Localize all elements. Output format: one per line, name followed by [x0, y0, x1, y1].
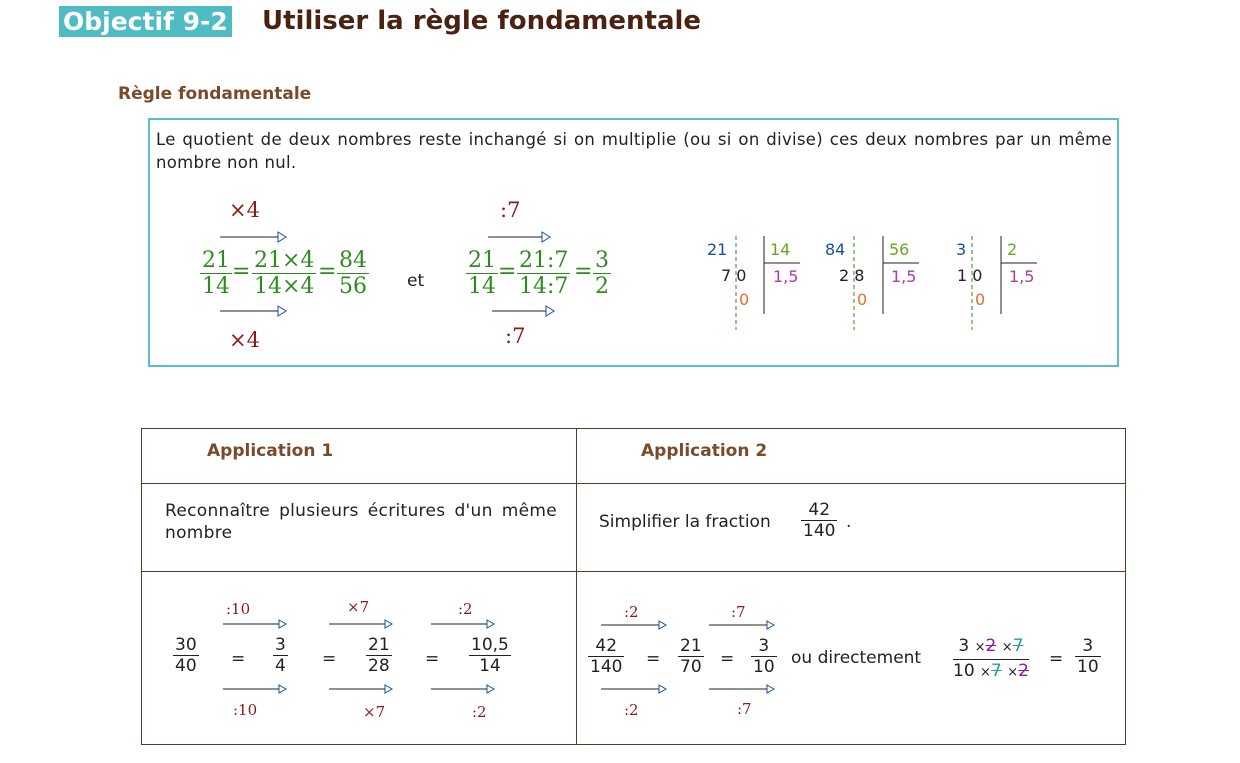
app1-task-cell: [142, 484, 577, 572]
equals-sign: =: [498, 259, 517, 284]
division-remainder: 0: [857, 290, 868, 309]
example1-fraction-2: 21×4 14×4: [254, 248, 315, 299]
cancelled-factor-7: 7: [990, 661, 1002, 681]
example2-fraction-1: 21 14: [468, 248, 496, 299]
example1-bottom-operator: ×4: [229, 328, 260, 352]
app1-fraction-1: 30 40: [175, 635, 197, 676]
app1-top-arrow-2: [327, 618, 393, 630]
equals-sign: =: [1049, 649, 1064, 669]
equals-sign: =: [232, 259, 251, 284]
equals-sign: =: [574, 259, 593, 284]
app1-top-arrow-1: [221, 618, 287, 630]
app2-task: Simplifier la fraction: [599, 512, 771, 532]
example2-bottom-operator: :7: [505, 324, 526, 348]
example1-bottom-arrow: [218, 305, 288, 317]
cancelled-factor-2: 2: [1018, 661, 1029, 681]
division-dividend: 84: [825, 240, 846, 259]
app2-or-text: ou directement: [791, 648, 922, 668]
example1-fraction-3: 84 56: [339, 248, 367, 299]
app1-top-arrow-3: [429, 618, 495, 630]
example2-top-arrow: [486, 231, 552, 243]
app1-title: Application 1: [207, 441, 334, 461]
app2-bottom-op-1: :2: [624, 701, 639, 719]
division-dashed-line: [851, 236, 859, 332]
example2-fraction-2: 21:7 14:7: [519, 248, 569, 299]
app1-top-op-2: ×7: [347, 598, 370, 616]
objective-badge: Objectif 9-2: [59, 6, 232, 37]
equals-sign: =: [425, 649, 440, 669]
app1-bottom-op-1: :10: [233, 701, 258, 719]
division-divisor: 56: [889, 240, 910, 259]
app2-bottom-op-2: :7: [737, 700, 752, 718]
division-divisor: 2: [1007, 240, 1018, 259]
app2-fraction-1: 42 140: [590, 636, 623, 677]
app1-header-cell: [142, 429, 577, 484]
app1-top-op-3: :2: [458, 600, 473, 618]
app2-task-period: .: [846, 512, 852, 532]
applications-table: [141, 428, 1126, 745]
division-remainder: 0: [975, 290, 986, 309]
app2-top-op-1: :2: [624, 603, 639, 621]
app2-bottom-arrow-2: [707, 683, 775, 695]
rule-section-title: Règle fondamentale: [118, 84, 312, 104]
connector-et: et: [407, 271, 425, 291]
app2-result-fraction: 3 10: [1077, 636, 1099, 677]
app1-work-cell: [142, 572, 577, 745]
app2-header-cell: [577, 429, 1126, 484]
equals-sign: =: [318, 259, 337, 284]
app1-bottom-arrow-3: [429, 683, 495, 695]
cancelled-factor-2: 2: [985, 636, 997, 656]
division-quotient: 1,5: [891, 267, 917, 286]
rule-statement: Le quotient de deux nombres reste inchangé si on multiplie (ou si on divise) ces deux nombres par un même nombre non nul.: [156, 130, 1112, 172]
app2-task-fraction: 42 140: [803, 500, 836, 541]
division-dividend: 3: [956, 240, 967, 259]
division-step: 1 0: [957, 266, 983, 285]
example2-bottom-arrow: [490, 305, 556, 317]
app1-fraction-3: 21 28: [368, 635, 390, 676]
cancelled-factor-7: 7: [1012, 636, 1024, 656]
app1-task: Reconnaître plusieurs écritures d'un même nombre: [165, 501, 557, 543]
equals-sign: =: [231, 649, 246, 669]
app2-top-arrow-2: [707, 619, 775, 631]
example2-top-operator: :7: [500, 198, 521, 222]
division-divisor: 14: [770, 240, 791, 259]
page-title: Utiliser la règle fondamentale: [262, 6, 702, 36]
division-remainder: 0: [739, 290, 750, 309]
app2-task-cell: [577, 484, 1126, 572]
app2-fraction-2: 21 70: [680, 636, 702, 677]
division-step: 7 0: [721, 266, 747, 285]
example1-fraction-1: 21 14: [202, 248, 230, 299]
equals-sign: =: [322, 649, 337, 669]
app2-bottom-arrow-1: [599, 683, 667, 695]
app1-fraction-4: 10,5 14: [471, 635, 509, 676]
division-dashed-line: [733, 236, 741, 332]
app2-title: Application 2: [641, 441, 768, 461]
app1-bottom-arrow-1: [221, 683, 287, 695]
app2-top-arrow-1: [599, 619, 667, 631]
app2-fraction-3: 3 10: [753, 636, 775, 677]
app2-direct-fraction: 3 ×2 ×7 10 ×7 ×2: [953, 636, 1029, 681]
example1-top-arrow: [218, 231, 288, 243]
example1-top-operator: ×4: [229, 198, 260, 222]
app2-work-cell: [577, 572, 1126, 745]
app1-bottom-arrow-2: [327, 683, 393, 695]
app1-top-op-1: :10: [226, 600, 251, 618]
division-dividend: 21: [707, 240, 728, 259]
app1-fraction-2: 3 4: [275, 635, 286, 676]
division-quotient: 1,5: [1009, 267, 1035, 286]
division-dashed-line: [969, 236, 977, 332]
equals-sign: =: [720, 649, 735, 669]
division-quotient: 1,5: [773, 267, 799, 286]
app1-bottom-op-2: ×7: [363, 703, 386, 721]
division-step: 2 8: [839, 266, 865, 285]
equals-sign: =: [646, 649, 661, 669]
app1-bottom-op-3: :2: [472, 703, 487, 721]
example2-fraction-3: 3 2: [595, 248, 609, 299]
app2-top-op-2: :7: [731, 603, 746, 621]
